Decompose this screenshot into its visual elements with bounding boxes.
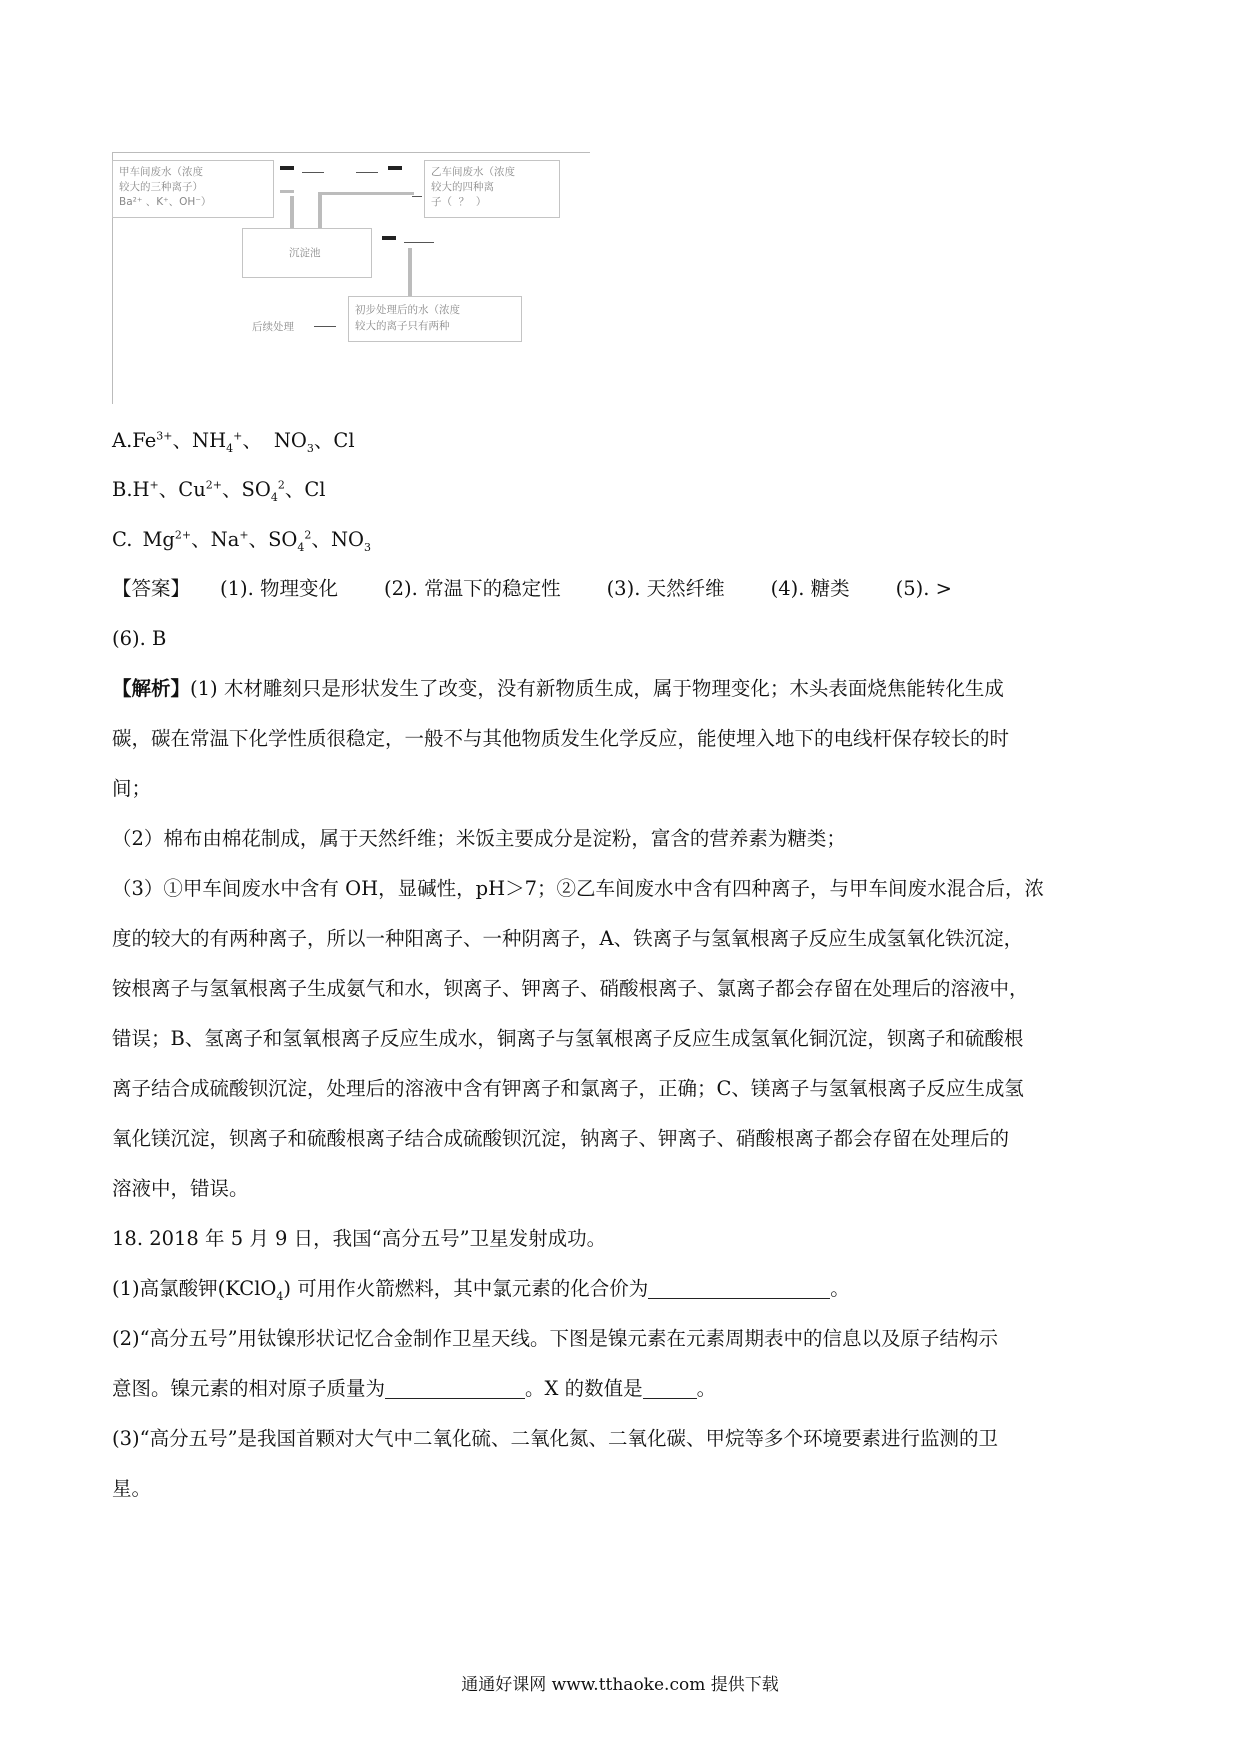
workshop-b-line: 较大的四种离 bbox=[431, 181, 494, 193]
question-18-part1 bbox=[112, 1276, 850, 1302]
ion: Cl bbox=[304, 478, 326, 501]
answer-item: (5). > bbox=[895, 577, 952, 600]
workshop-a-line: 甲车间废水（浓度 bbox=[119, 166, 203, 178]
wastewater-flow-diagram bbox=[112, 152, 590, 404]
analysis-line: 氧化镁沉淀，钡离子和硫酸根离子结合成硫酸钡沉淀，钠离子、钾离子、硝酸根离子都会存留在处理后的 bbox=[112, 1127, 1010, 1150]
ion-charge: 3+ bbox=[156, 429, 173, 443]
ion: NO bbox=[330, 528, 364, 551]
question-18-part2 bbox=[112, 1376, 716, 1402]
analysis-line: 间； bbox=[112, 777, 152, 800]
ion: SO bbox=[241, 478, 271, 501]
settling-tank-label: 沉淀池 bbox=[289, 247, 321, 259]
separator: 、 bbox=[313, 429, 334, 452]
q2-text: 意图。镍元素的相对原子质量为 bbox=[112, 1377, 386, 1400]
separator: 、 bbox=[242, 429, 262, 452]
diagram-border bbox=[112, 152, 590, 153]
ion: Na bbox=[210, 528, 240, 551]
ion-charge: + bbox=[233, 429, 243, 443]
pipe bbox=[318, 192, 414, 195]
answer-line: (6). B bbox=[112, 627, 167, 650]
ion: Fe bbox=[132, 429, 157, 452]
q1-text: (1)高氯酸钾(KClO bbox=[112, 1277, 277, 1300]
answer-item: (4). 糖类 bbox=[770, 577, 850, 600]
option-b bbox=[112, 477, 326, 503]
settling-tank-box bbox=[242, 228, 372, 278]
answer-item: (1). 物理变化 bbox=[220, 577, 339, 600]
treated-water-line: 初步处理后的水（浓度 bbox=[355, 304, 460, 316]
option-a bbox=[112, 428, 355, 454]
q2-text: 。X 的数值是 bbox=[525, 1377, 643, 1400]
analysis-line: 度的较大的有两种离子，所以一种阳离子、一种阴离子，A、铁离子与氢氧根离子反应生成氢氧化铁沉淀， bbox=[112, 927, 1024, 950]
treated-water-line: 较大的离子只有两种 bbox=[355, 320, 450, 332]
ion: H bbox=[132, 478, 150, 501]
ion-subscript: 4 bbox=[297, 540, 305, 554]
separator: 、 bbox=[311, 528, 331, 551]
question-18-part2: (2)“高分五号”用钛镍形状记忆合金制作卫星天线。下图是镍元素在元素周期表中的信息以及原子结构示 bbox=[112, 1327, 999, 1350]
flow-arrow bbox=[404, 242, 434, 243]
valve-mark bbox=[280, 166, 294, 170]
ion-charge: 2+ bbox=[174, 528, 192, 542]
ion-charge: 2 bbox=[304, 528, 312, 542]
pipe bbox=[408, 248, 412, 296]
analysis-line: （2）棉布由棉花制成，属于天然纤维；米饭主要成分是淀粉，富含的营养素为糖类； bbox=[112, 827, 846, 850]
treated-water-box bbox=[348, 296, 522, 342]
ion-charge: + bbox=[239, 528, 249, 542]
valve-mark bbox=[382, 236, 396, 240]
analysis-tag: 【解析】 bbox=[112, 677, 191, 700]
q1-text: 。 bbox=[830, 1277, 850, 1300]
answer-line bbox=[112, 576, 952, 602]
answer-item: (2). 常温下的稳定性 bbox=[384, 577, 561, 600]
ion: SO bbox=[268, 528, 298, 551]
ion: NO bbox=[273, 429, 307, 452]
after-treatment-label: 后续处理 bbox=[252, 321, 294, 333]
option-c bbox=[112, 527, 371, 553]
analysis-line: 错误；B、氢离子和氢氧根离子反应生成水，铜离子与氢氧根离子反应生成氢氧化铜沉淀，钡离子和硫酸根 bbox=[112, 1027, 1024, 1050]
analysis-line: 离子结合成硫酸钡沉淀，处理后的溶液中含有钾离子和氯离子，正确；C、镁离子与氢氧根离子反应生成氢 bbox=[112, 1077, 1024, 1100]
workshop-a-line: Ba²⁺ 、K⁺、OH⁻） bbox=[119, 196, 212, 208]
answer-blank[interactable] bbox=[643, 1378, 697, 1399]
flow-arrow bbox=[412, 196, 422, 197]
ion-charge: 2+ bbox=[205, 478, 222, 492]
question-18-part3: (3)“高分五号”是我国首颗对大气中二氧化硫、二氧化氮、二氧化碳、甲烷等多个环境要素进行监测的卫 bbox=[112, 1427, 999, 1450]
ion-charge: 2 bbox=[277, 478, 285, 492]
workshop-a-line: 较大的三种离子） bbox=[119, 181, 203, 193]
answer-tag: 【答案】 bbox=[112, 577, 191, 600]
separator: 、 bbox=[284, 478, 305, 501]
option-label: A. bbox=[112, 429, 133, 452]
option-label: B. bbox=[112, 478, 133, 501]
valve-mark bbox=[388, 166, 402, 170]
workshop-a-box bbox=[112, 160, 274, 218]
analysis-line bbox=[112, 676, 1004, 702]
separator: 、 bbox=[248, 528, 269, 551]
ion: NH bbox=[192, 429, 227, 452]
answer-item: (3). 天然纤维 bbox=[606, 577, 725, 600]
flow-arrow bbox=[356, 172, 378, 173]
analysis-line: 溶液中，错误。 bbox=[112, 1177, 249, 1200]
q1-subscript: 4 bbox=[276, 1289, 284, 1303]
ion-subscript: 3 bbox=[364, 540, 371, 554]
page-footer: 通通好课网 www.tthaoke.com 提供下载 bbox=[461, 1675, 779, 1695]
separator: 、 bbox=[172, 429, 193, 452]
q1-text: ) 可用作火箭燃料，其中氯元素的化合价为 bbox=[283, 1277, 649, 1300]
question-18-title: 18. 2018 年 5 月 9 日，我国“高分五号”卫星发射成功。 bbox=[112, 1227, 607, 1250]
analysis-line: 铵根离子与氢氧根离子生成氨气和水，钡离子、钾离子、硝酸根离子、氯离子都会存留在处理后的溶液中， bbox=[112, 977, 1029, 1000]
answer-blank[interactable] bbox=[648, 1278, 830, 1299]
option-label: C. bbox=[112, 528, 133, 551]
separator: 、 bbox=[191, 528, 211, 551]
ion-charge: + bbox=[149, 478, 159, 492]
separator: 、 bbox=[158, 478, 179, 501]
flow-arrow bbox=[314, 326, 336, 327]
ion: Mg bbox=[142, 528, 175, 551]
ion: Cu bbox=[178, 478, 206, 501]
ion-subscript: 4 bbox=[270, 490, 278, 504]
flow-arrow bbox=[302, 172, 324, 173]
q2-text: 。 bbox=[696, 1377, 717, 1400]
pipe bbox=[280, 190, 294, 193]
analysis-line: （3）①甲车间废水中含有 OH，显碱性，pH＞7；②乙车间废水中含有四种离子，与甲车间废水混合后，浓 bbox=[112, 877, 1044, 900]
separator: 、 bbox=[221, 478, 242, 501]
workshop-b-box bbox=[424, 160, 560, 218]
answer-blank[interactable] bbox=[385, 1378, 525, 1399]
ion-subscript: 3 bbox=[306, 441, 314, 455]
analysis-line: 碳，碳在常温下化学性质很稳定，一般不与其他物质发生化学反应，能使埋入地下的电线杆保存较长的时 bbox=[112, 727, 1010, 750]
workshop-b-line: 乙车间废水（浓度 bbox=[431, 166, 515, 178]
workshop-b-line: 子（ ？ ） bbox=[431, 196, 487, 208]
ion-subscript: 4 bbox=[226, 441, 234, 455]
ion: Cl bbox=[333, 429, 355, 452]
analysis-text: (1) 木材雕刻只是形状发生了改变，没有新物质生成，属于物理变化；木头表面烧焦能转化生成 bbox=[190, 677, 1004, 700]
question-18-part3: 星。 bbox=[112, 1477, 152, 1500]
